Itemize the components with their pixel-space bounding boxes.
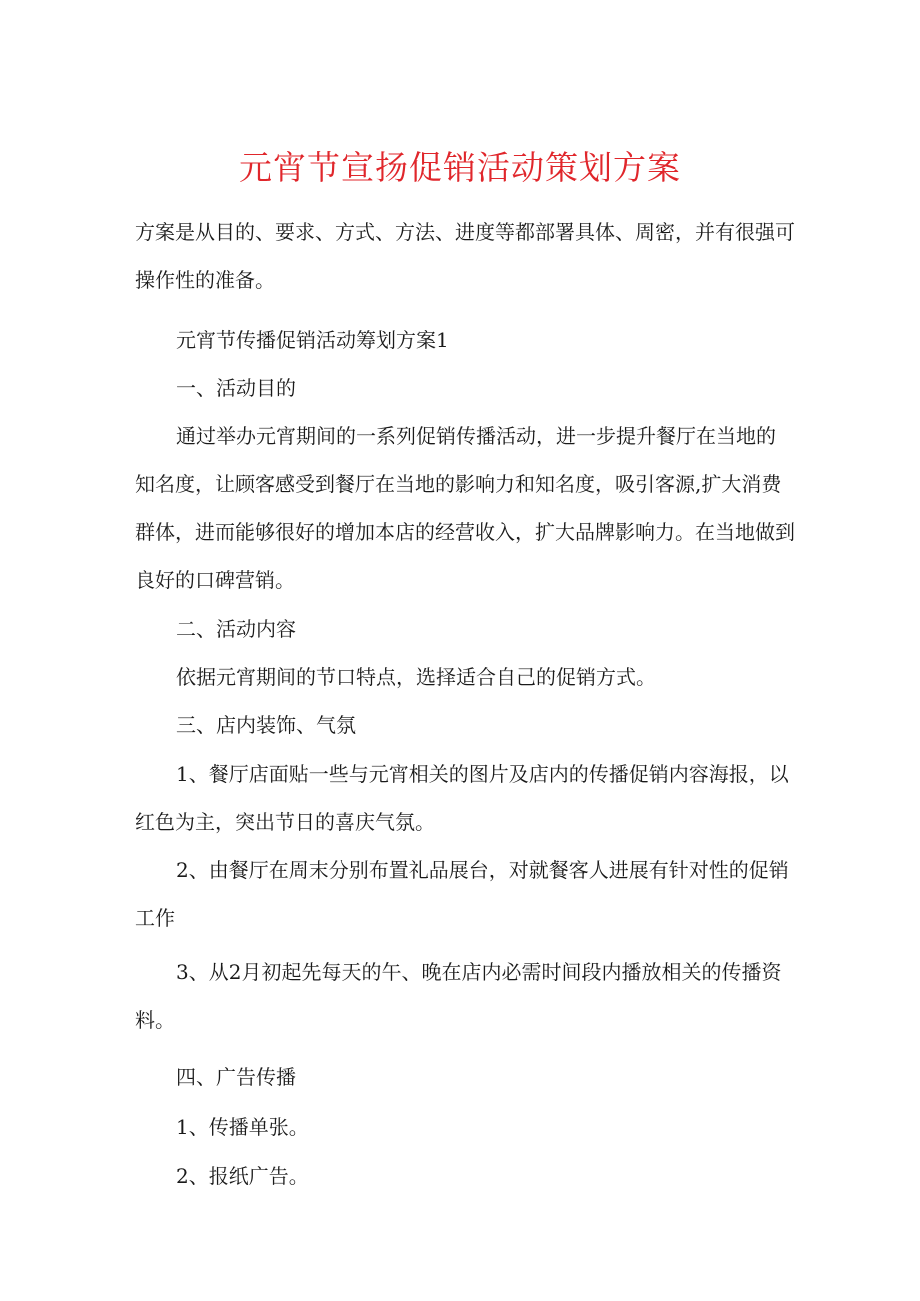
plan-title: 元宵节传播促销活动筹划方案1	[176, 328, 449, 352]
section4-heading: 四、广告传播	[176, 1065, 296, 1089]
section2-heading: 二、活动内容	[176, 617, 296, 641]
section4-item-1: 1、传播单张。	[176, 1115, 309, 1139]
section4-item-2: 2、报纸广告。	[176, 1164, 309, 1188]
section1-heading: 一、活动目的	[176, 376, 296, 400]
intro-paragraph: 方案是从目的、要求、方式、方法、进度等都部署具体、周密，并有很强可操作性的准备。	[135, 220, 795, 292]
section2-body: 依据元宵期间的节口特点，选择适合自己的促销方式。	[176, 665, 656, 689]
section3-item-1: 1、餐厅店面贴一些与元宵相关的图片及店内的传播促销内容海报，以红色为主，突出节日的喜庆气氛。	[135, 762, 789, 834]
document-title: 元宵节宣扬促销活动策划方案	[239, 148, 681, 187]
section1-body: 通过举办元宵期间的一系列促销传播活动，进一步提升餐厅在当地的知名度，让顾客感受到餐厅在当地的影响力和知名度，吸引客源,扩大消费群体，进而能够很好的增加本店的经营收入，扩大品牌影响力。在当地做到良好的口碑营销。	[135, 424, 795, 592]
section3-item-3: 3、从2月初起先每天的午、晚在店内必需时间段内播放相关的传播资料。	[135, 960, 782, 1032]
section3-heading: 三、店内装饰、气氛	[176, 713, 356, 737]
section3-item-2: 2、由餐厅在周末分别布置礼品展台，对就餐客人进展有针对性的促销工作	[135, 858, 789, 930]
